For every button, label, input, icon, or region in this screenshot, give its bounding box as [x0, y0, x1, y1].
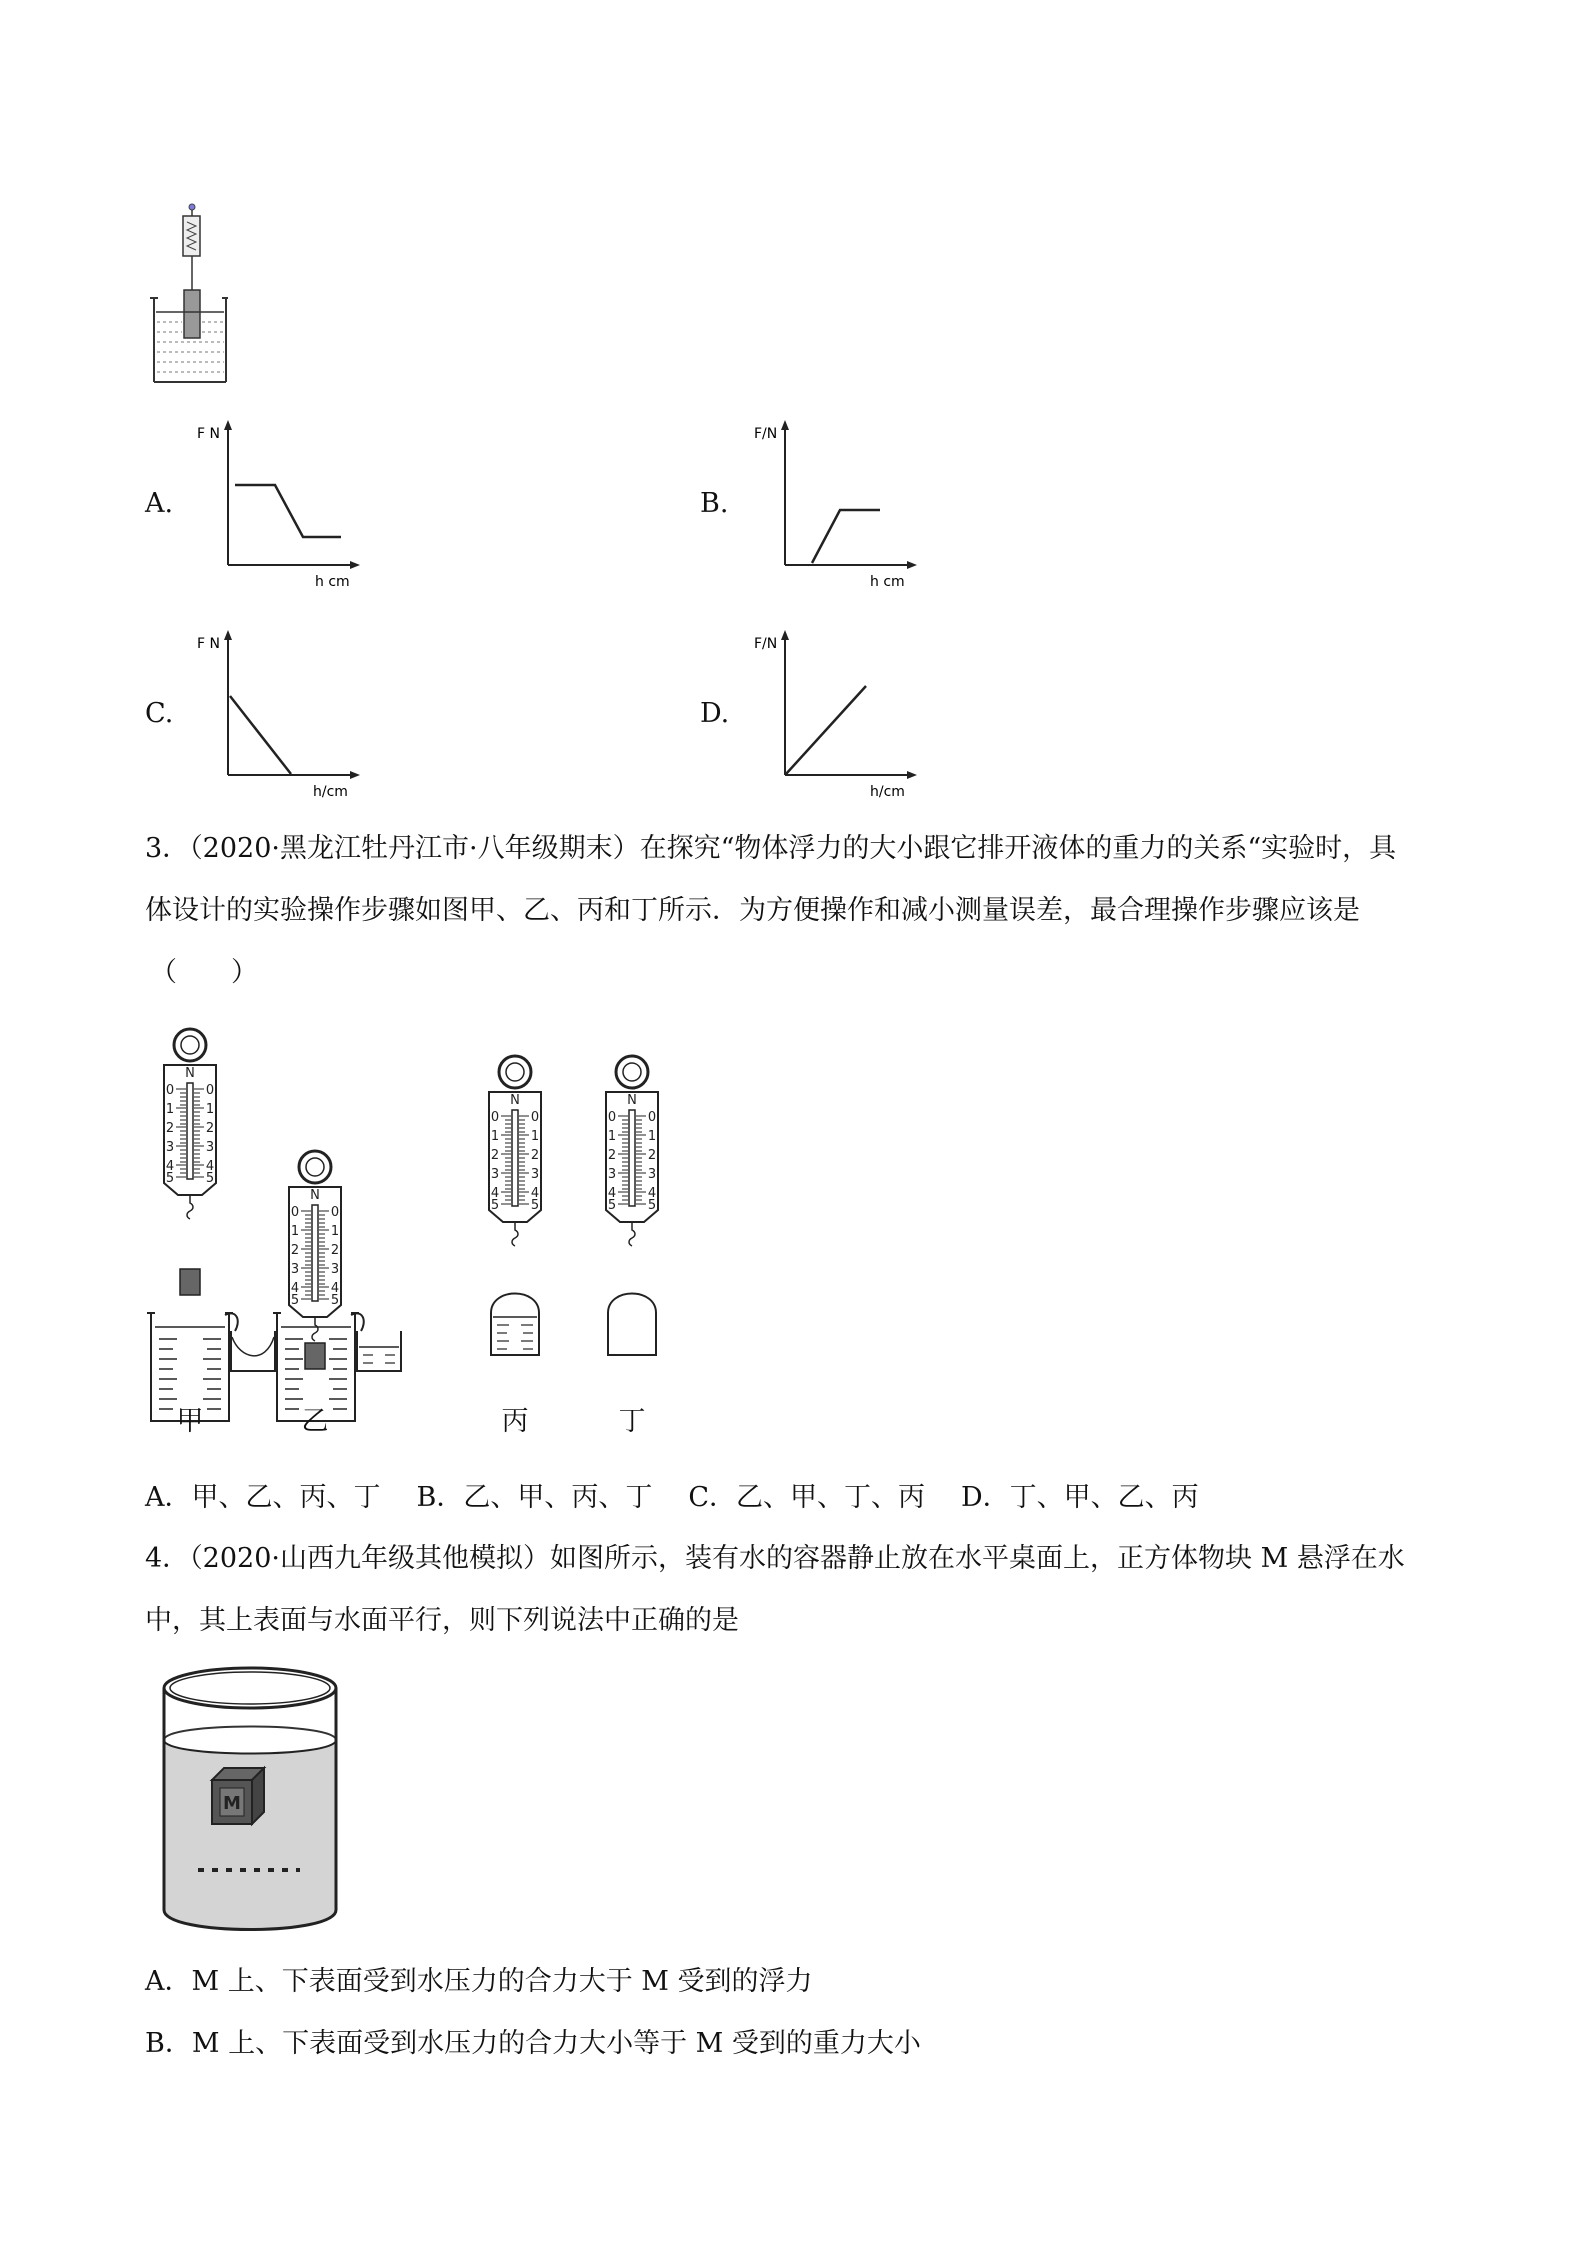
q2-option-a-label: A. — [145, 488, 174, 519]
q3-option-a[interactable] — [145, 1482, 381, 1513]
q4-stem-line1: （2020·山西九年级其他模拟）如图所示，装有水的容器静止放在水平桌面上，正方体物块 M 悬浮在水 — [189, 1543, 1405, 1574]
q3-jia-tick-label-left-5: 5 — [165, 1171, 175, 1186]
q3-yi-tick-label-left-1: 1 — [290, 1224, 300, 1239]
q3-fig-label-bing: 丙 — [501, 1406, 529, 1437]
q2-option-c-graph — [195, 630, 365, 805]
q3-jia-tick-label-right-0: 0 — [205, 1083, 215, 1098]
q2-apparatus-figure — [148, 200, 228, 386]
q2-b-ylabel: F/N — [754, 426, 778, 442]
q2-option-d-graph — [752, 630, 922, 805]
q3-yi-tick-label-left-3: 3 — [290, 1262, 300, 1277]
q3-experiment-figure — [145, 1025, 675, 1455]
q2-a-ylabel: F N — [197, 426, 220, 442]
q3-jia-tick-label-right-1: 1 — [205, 1102, 215, 1117]
q3-bing-tick-label-left-4: 4 — [490, 1186, 500, 1201]
q3-ding-tick-label-right-4: 4 — [647, 1186, 657, 1201]
q3-ding-tick-label-left-2: 2 — [607, 1148, 617, 1163]
q3-option-d[interactable] — [961, 1482, 1199, 1513]
q3-yi-tick-label-left-0: 0 — [290, 1205, 300, 1220]
q3-yi-tick-label-right-2: 2 — [330, 1243, 340, 1258]
q3-bing-unit: N — [510, 1093, 520, 1108]
q3-ding-unit: N — [627, 1093, 637, 1108]
q2-b-xlabel: h cm — [870, 574, 905, 590]
q3-bing-tick-label-left-0: 0 — [490, 1110, 500, 1125]
q3-ding-tick-label-right-2: 2 — [647, 1148, 657, 1163]
q3-jia-tick-label-left-4: 4 — [165, 1159, 175, 1174]
q3-bing-tick-label-right-2: 2 — [530, 1148, 540, 1163]
q3-bing-tick-label-left-2: 2 — [490, 1148, 500, 1163]
q3-jia-tick-label-right-5: 5 — [205, 1171, 215, 1186]
q4-block-label: M — [223, 1793, 241, 1814]
q3-ding-tick-label-right-3: 3 — [647, 1167, 657, 1182]
q3-option-d-letter: D． — [961, 1482, 1010, 1513]
q4-option-b-letter: B． — [145, 2028, 192, 2059]
q2-c-ylabel: F N — [197, 636, 220, 652]
q4-option-a[interactable] — [145, 1968, 813, 1995]
q3-yi-tick-label-left-2: 2 — [290, 1243, 300, 1258]
q4-option-b[interactable] — [145, 2030, 921, 2057]
q3-option-b[interactable] — [417, 1482, 653, 1513]
q2-c-xlabel: h/cm — [313, 784, 348, 800]
q3-yi-tick-label-left-5: 5 — [290, 1293, 300, 1308]
q2-option-c-label: C. — [145, 698, 174, 729]
q3-fig-label-ding: 丁 — [618, 1406, 646, 1437]
q3-jia-unit: N — [185, 1066, 195, 1081]
q3-jia-tick-label-left-0: 0 — [165, 1083, 175, 1098]
q2-d-xlabel: h/cm — [870, 784, 905, 800]
q2-option-a-graph — [195, 420, 365, 595]
q3-yi-unit: N — [310, 1188, 320, 1203]
q4-option-b-text: M 上、下表面受到水压力的合力大小等于 M 受到的重力大小 — [191, 2028, 921, 2059]
q3-ding-tick-label-left-1: 1 — [607, 1129, 617, 1144]
q2-option-b-label: B. — [700, 488, 729, 519]
q3-ding-tick-label-left-0: 0 — [607, 1110, 617, 1125]
q4-option-a-letter: A． — [145, 1966, 192, 1997]
q2-a-xlabel: h cm — [315, 574, 350, 590]
q3-ding-tick-label-right-5: 5 — [647, 1198, 657, 1213]
q3-options-row — [145, 1484, 1199, 1511]
q4-cylinder-figure — [150, 1660, 350, 1940]
q3-bing-tick-label-right-0: 0 — [530, 1110, 540, 1125]
q3-fig-label-yi: 乙 — [301, 1406, 329, 1437]
q3-bing-tick-label-right-3: 3 — [530, 1167, 540, 1182]
q3-option-b-letter: B． — [416, 1482, 464, 1513]
q2-option-b-graph — [752, 420, 922, 595]
q3-fig-label-jia: 甲 — [176, 1406, 204, 1437]
q3-yi-tick-label-right-0: 0 — [330, 1205, 340, 1220]
q3-option-c-letter: C． — [688, 1482, 737, 1513]
q2-d-ylabel: F/N — [754, 636, 778, 652]
q3-jia-tick-label-right-3: 3 — [205, 1140, 215, 1155]
q3-option-a-letter: A． — [145, 1482, 192, 1513]
q3-bing-tick-label-left-3: 3 — [490, 1167, 500, 1182]
q3-question-line1 — [145, 835, 1396, 862]
q3-jia-tick-label-left-2: 2 — [165, 1121, 175, 1136]
q2-option-d-label: D. — [700, 698, 730, 729]
q3-ding-tick-label-left-4: 4 — [607, 1186, 617, 1201]
q3-number: 3． — [145, 833, 190, 864]
q3-jia-tick-label-left-1: 1 — [165, 1102, 175, 1117]
q3-bing-tick-label-right-5: 5 — [530, 1198, 540, 1213]
q4-number: 4． — [145, 1543, 190, 1574]
q3-option-a-text: 甲、乙、丙、丁 — [191, 1482, 381, 1513]
q3-jia-tick-label-right-2: 2 — [205, 1121, 215, 1136]
q3-ding-tick-label-right-1: 1 — [647, 1129, 657, 1144]
q3-option-d-text: 丁、甲、乙、丙 — [1009, 1482, 1199, 1513]
q4-question-line1 — [145, 1545, 1405, 1572]
q3-yi-tick-label-right-3: 3 — [330, 1262, 340, 1277]
q3-bing-tick-label-right-1: 1 — [530, 1129, 540, 1144]
q3-jia-tick-label-left-3: 3 — [165, 1140, 175, 1155]
q3-answer-paren: （ ） — [150, 957, 258, 988]
q3-ding-tick-label-left-3: 3 — [607, 1167, 617, 1182]
q4-stem-line2: 中，其上表面与水面平行，则下列说法中正确的是 — [145, 1605, 739, 1636]
q3-bing-tick-label-left-5: 5 — [490, 1198, 500, 1213]
q3-bing-tick-label-right-4: 4 — [530, 1186, 540, 1201]
q3-ding-tick-label-right-0: 0 — [647, 1110, 657, 1125]
q3-yi-tick-label-right-4: 4 — [330, 1281, 340, 1296]
q3-yi-tick-label-left-4: 4 — [290, 1281, 300, 1296]
q3-bing-tick-label-left-1: 1 — [490, 1129, 500, 1144]
q3-yi-tick-label-right-5: 5 — [330, 1293, 340, 1308]
q3-option-c-text: 乙、甲、丁、丙 — [736, 1482, 926, 1513]
q3-ding-tick-label-left-5: 5 — [607, 1198, 617, 1213]
q3-stem-line2: 体设计的实验操作步骤如图甲、乙、丙和丁所示．为方便操作和减小测量误差，最合理操作步骤应该是 — [145, 895, 1360, 926]
q3-option-c[interactable] — [688, 1482, 925, 1513]
q3-stem-line1: （2020·黑龙江牡丹江市·八年级期末）在探究“物体浮力的大小跟它排开液体的重力的关系“实验时，具 — [189, 833, 1397, 864]
q3-yi-tick-label-right-1: 1 — [330, 1224, 340, 1239]
q3-jia-tick-label-right-4: 4 — [205, 1159, 215, 1174]
q4-option-a-text: M 上、下表面受到水压力的合力大于 M 受到的浮力 — [191, 1966, 813, 1997]
q3-option-b-text: 乙、甲、丙、丁 — [463, 1482, 653, 1513]
